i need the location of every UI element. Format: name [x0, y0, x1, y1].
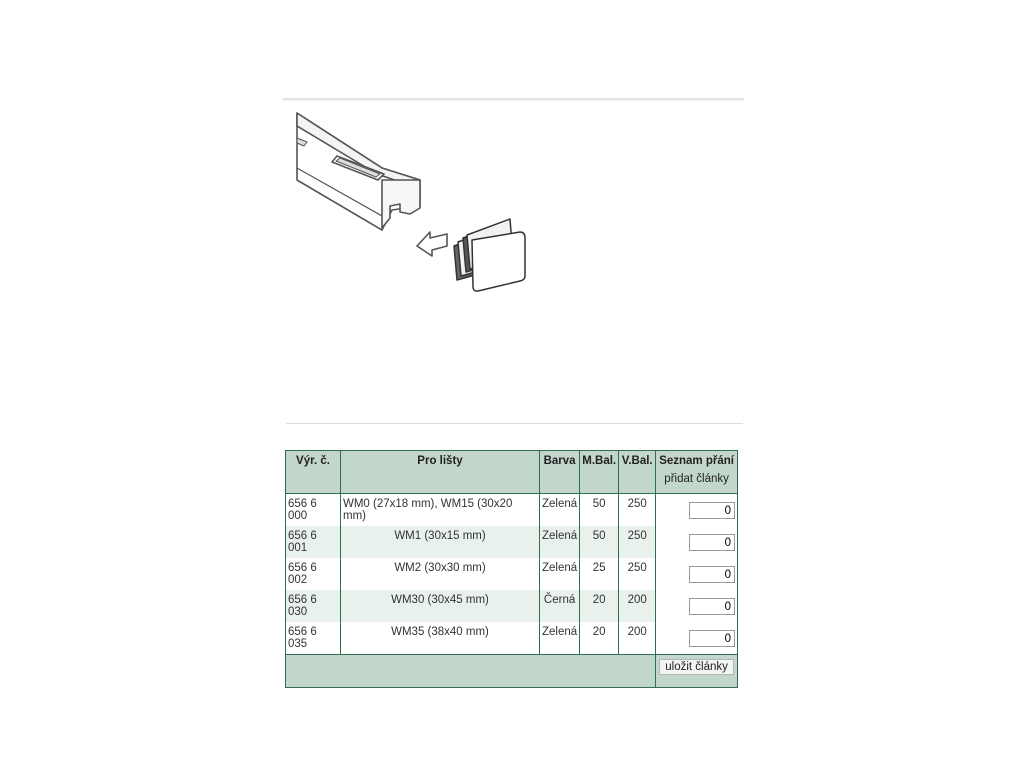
cell-color: Zelená: [540, 494, 580, 527]
cell-min-pack: 20: [580, 622, 619, 655]
quantity-input[interactable]: [689, 534, 735, 551]
cell-max-pack: 250: [619, 558, 656, 590]
cell-for-rails: WM0 (27x18 mm), WM15 (30x20 mm): [341, 494, 540, 527]
cell-code: 656 6 002: [286, 558, 341, 590]
header-max-pack: V.Bal.: [619, 451, 656, 494]
quantity-input[interactable]: [689, 566, 735, 583]
header-wishlist-label: Seznam přání: [659, 455, 734, 467]
cell-color: Zelená: [540, 526, 580, 558]
cell-min-pack: 50: [580, 526, 619, 558]
quantity-input[interactable]: [689, 502, 735, 519]
cell-max-pack: 200: [619, 622, 656, 655]
header-code: Výr. č.: [286, 451, 341, 494]
cell-for-rails: WM1 (30x15 mm): [341, 526, 540, 558]
header-wishlist: [656, 451, 738, 494]
table-header-row: [286, 451, 738, 494]
cell-code: 656 6 030: [286, 590, 341, 622]
cell-qty: [656, 558, 738, 590]
cell-min-pack: 50: [580, 494, 619, 527]
cell-for-rails: WM35 (38x40 mm): [341, 622, 540, 655]
footer-spacer: [286, 655, 656, 688]
header-color: Barva: [540, 451, 580, 494]
cell-qty: [656, 622, 738, 655]
save-articles-button[interactable]: uložit články: [659, 659, 734, 675]
cell-max-pack: 200: [619, 590, 656, 622]
table-row: [286, 622, 738, 655]
cell-max-pack: 250: [619, 526, 656, 558]
footer-save-cell: [656, 655, 738, 688]
cell-min-pack: 20: [580, 590, 619, 622]
table-footer-row: [286, 655, 738, 688]
quantity-input[interactable]: [689, 598, 735, 615]
section-divider: [286, 423, 743, 424]
cell-for-rails: WM2 (30x30 mm): [341, 558, 540, 590]
cell-color: Zelená: [540, 558, 580, 590]
cell-color: Zelená: [540, 622, 580, 655]
cell-for-rails: WM30 (30x45 mm): [341, 590, 540, 622]
cell-max-pack: 250: [619, 494, 656, 527]
cell-qty: [656, 494, 738, 527]
top-divider: [282, 98, 744, 101]
quantity-input[interactable]: [689, 630, 735, 647]
header-wishlist-sub: přidat články: [664, 473, 729, 485]
table-row: [286, 526, 738, 558]
table-row: [286, 494, 738, 527]
cell-code: 656 6 000: [286, 494, 341, 527]
cell-qty: [656, 526, 738, 558]
parts-table: [285, 450, 738, 688]
cell-min-pack: 25: [580, 558, 619, 590]
table-row: [286, 590, 738, 622]
cell-code: 656 6 001: [286, 526, 341, 558]
header-for-rails: Pro lišty: [341, 451, 540, 494]
rail-end-cap-illustration: [292, 108, 542, 303]
table-row: [286, 558, 738, 590]
header-min-pack: M.Bal.: [580, 451, 619, 494]
cell-color: Černá: [540, 590, 580, 622]
cell-qty: [656, 590, 738, 622]
cell-code: 656 6 035: [286, 622, 341, 655]
